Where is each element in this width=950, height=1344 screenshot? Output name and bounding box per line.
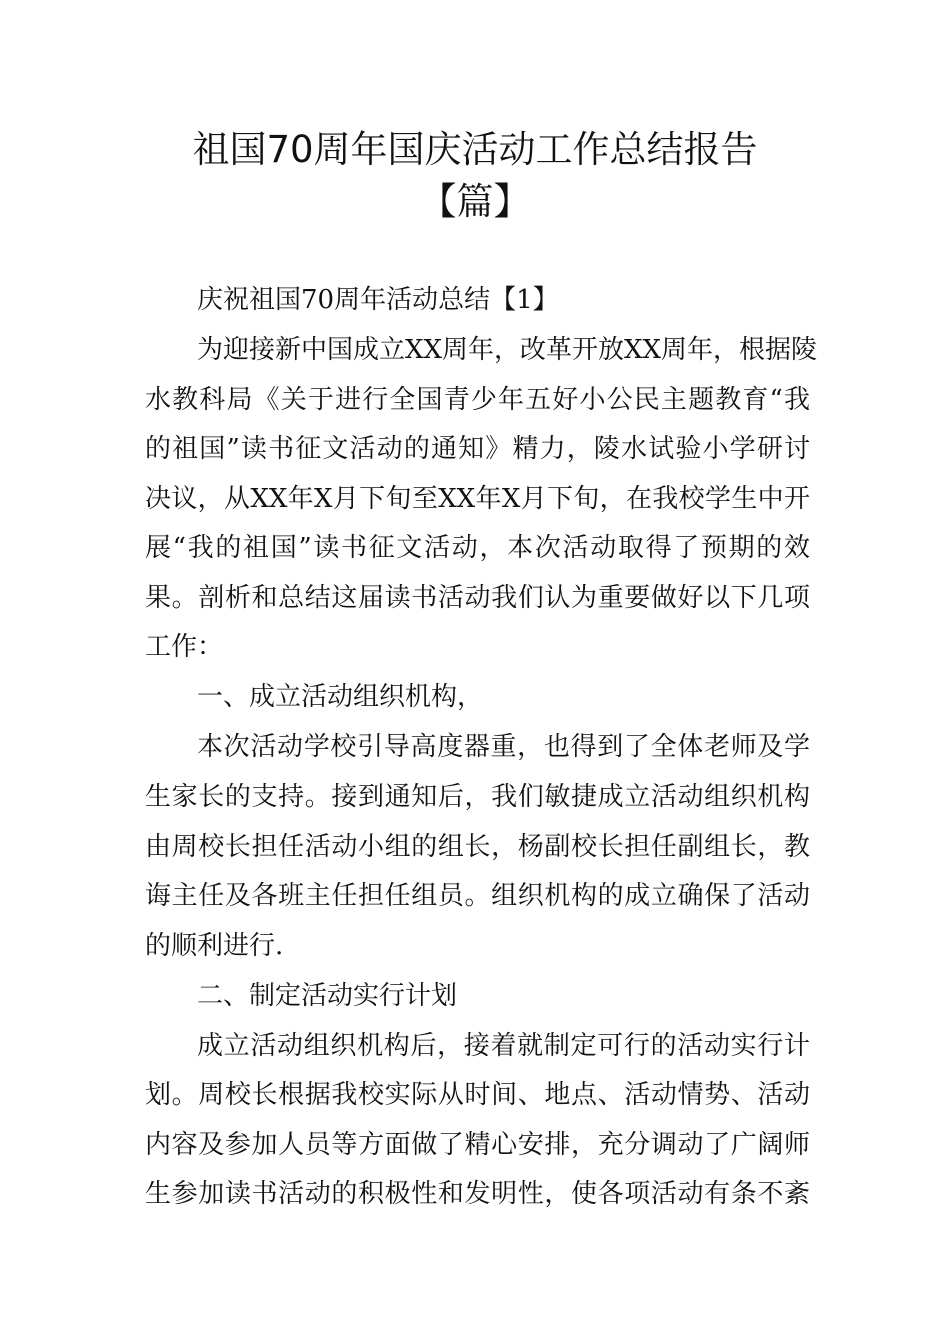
paragraph-line: 生家长的支持。接到通知后，我们敏捷成立活动组织机构 xyxy=(145,782,810,812)
paragraph-line: 成立活动组织机构后，接着就制定可行的活动实行计 xyxy=(197,1031,810,1061)
section-subtitle: 庆祝祖国70周年活动总结【1】 xyxy=(197,285,559,315)
paragraph-line: 决议，从XX年X月下旬至XX年X月下旬，在我校学生中开 xyxy=(145,484,810,514)
paragraph-line: 水教科局《关于进行全国青少年五好小公民主题教育“我 xyxy=(145,385,810,415)
paragraph-line: 果。剖析和总结这届读书活动我们认为重要做好以下几项 xyxy=(145,583,810,613)
paragraph-line: 为迎接新中国成立XX周年，改革开放XX周年，根据陵 xyxy=(197,335,818,365)
section-heading: 一、成立活动组织机构， xyxy=(197,682,484,712)
section-heading: 二、制定活动实行计划 xyxy=(197,981,458,1011)
paragraph-line: 内容及参加人员等方面做了精心安排，充分调动了广阔师 xyxy=(145,1130,810,1160)
paragraph-line: 生参加读书活动的积极性和发明性，使各项活动有条不紊 xyxy=(145,1179,810,1209)
paragraph-line: 工作： xyxy=(145,632,224,662)
paragraph-line: 的祖国”读书征文活动的通知》精力，陵水试验小学研讨 xyxy=(145,434,810,464)
paragraph-line: 本次活动学校引导高度器重，也得到了全体老师及学 xyxy=(197,732,810,762)
document-title-line1: 祖国70周年国庆活动工作总结报告 xyxy=(192,128,758,171)
paragraph-line: 由周校长担任活动小组的组长，杨副校长担任副组长，教 xyxy=(145,832,810,862)
paragraph-line: 的顺利进行. xyxy=(145,931,284,961)
paragraph-line: 划。周校长根据我校实际从时间、地点、活动情势、活动 xyxy=(145,1080,810,1110)
paragraph-line: 诲主任及各班主任担任组员。组织机构的成立确保了活动 xyxy=(145,881,810,911)
document-title-line2: 【篇】 xyxy=(419,180,531,223)
paragraph-line: 展“我的祖国”读书征文活动，本次活动取得了预期的效 xyxy=(145,533,810,563)
